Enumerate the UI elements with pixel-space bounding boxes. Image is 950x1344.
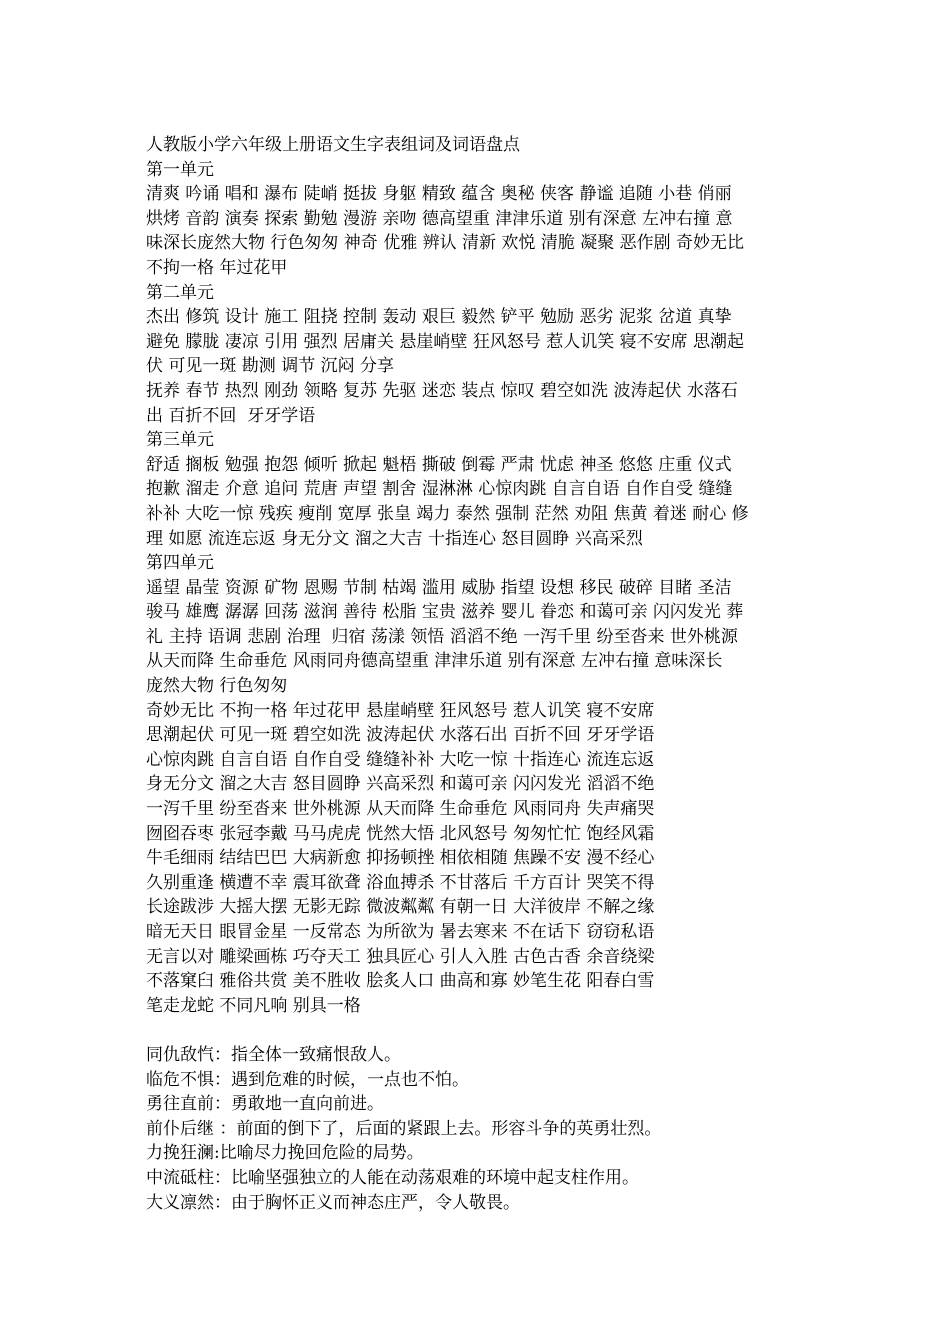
- word-line: 伏 可见一斑 勘测 调节 沉闷 分享: [146, 356, 395, 377]
- unit-1: [146, 158, 816, 281]
- definition-line: 临危不惧：遇到危难的时候，一点也不怕。: [146, 1069, 469, 1090]
- document-title: 人教版小学六年级上册语文生字表组词及词语盘点: [146, 135, 520, 155]
- word-line: 避免 朦胧 凄凉 引用 强烈 居庸关 悬崖峭壁 狂风怒号 惹人讥笑 寝不安席 思潮起: [146, 331, 745, 352]
- word-line: 抱歉 溜走 介意 追问 荒唐 声望 割舍 湿淋淋 心惊肉跳 自言自语 自作自受 缝缝: [146, 479, 733, 500]
- word-line: 遥望 晶莹 资源 矿物 恩赐 节制 枯竭 滥用 威胁 指望 设想 移民 破碎 目睹 圣洁: [146, 577, 732, 598]
- word-line: 杰出 修筑 设计 施工 阻挠 控制 轰动 艰巨 毅然 铲平 勉励 恶劣 泥浆 岔道 真挚: [146, 307, 732, 328]
- idiom-line: 不落窠臼 雅俗共赏 美不胜收 脍炙人口 曲高和寡 妙笔生花 阳春白雪: [146, 971, 655, 992]
- idiom-line: 一泻千里 纷至沓来 世外桃源 从天而降 生命垂危 风雨同舟 失声痛哭: [146, 799, 655, 820]
- idiom-line: 长途跋涉 大摇大摆 无影无踪 微波粼粼 有朝一日 大洋彼岸 不解之缘: [146, 897, 655, 918]
- word-line: 理 如愿 流连忘返 身无分文 溜之大吉 十指连心 怒目圆睁 兴高采烈: [146, 528, 643, 549]
- idiom-line: 身无分文 溜之大吉 怒目圆睁 兴高采烈 和蔼可亲 闪闪发光 滔滔不绝: [146, 774, 655, 795]
- definition-list: [146, 1043, 816, 1215]
- idiom-line: 奇妙无比 不拘一格 年过花甲 悬崖峭壁 狂风怒号 惹人讥笑 寝不安席: [146, 700, 655, 721]
- definition-line: 力挽狂澜:比喻尽力挽回危险的局势。: [146, 1143, 424, 1164]
- idiom-line: 牛毛细雨 结结巴巴 大病新愈 抑扬顿挫 相依相随 焦躁不安 漫不经心: [146, 848, 655, 869]
- word-line: 不拘一格 年过花甲: [146, 257, 288, 278]
- word-line: 从天而降 生命垂危 风雨同舟德高望重 津津乐道 别有深意 左冲右撞 意味深长: [146, 651, 723, 672]
- unit-heading: 第一单元: [146, 159, 214, 180]
- word-line: 庞然大物 行色匆匆: [146, 676, 288, 697]
- idiom-line: 心惊肉跳 自言自语 自作自受 缝缝补补 大吃一惊 十指连心 流连忘返: [146, 749, 655, 770]
- idiom-line: 久别重逢 横遭不幸 震耳欲聋 浴血搏杀 不甘落后 千方百计 哭笑不得: [146, 872, 655, 893]
- definition-line: 前仆后继 ：前面的倒下了，后面的紧跟上去。形容斗争的英勇壮烈。: [146, 1118, 662, 1139]
- word-line: 骏马 雄鹰 潺潺 回荡 滋润 善待 松脂 宝贵 滋养 婴儿 眷恋 和蔼可亲 闪闪发光 葬: [146, 602, 744, 623]
- blank-line: [146, 1018, 816, 1043]
- unit-2: [146, 281, 816, 429]
- word-line: 味深长庞然大物 行色匆匆 神奇 优雅 辨认 清新 欢悦 清脆 凝聚 恶作剧 奇妙无比: [146, 233, 745, 254]
- word-line: 出 百折不回 牙牙学语: [146, 405, 316, 426]
- idiom-line: 笔走龙蛇 不同凡响 别具一格: [146, 995, 361, 1016]
- unit-heading: 第四单元: [146, 553, 214, 574]
- word-line: 舒适 搁板 勉强 抱怨 倾听 掀起 魁梧 撕破 倒霉 严肃 忧虑 神圣 悠悠 庄重 仪式: [146, 454, 732, 475]
- unit-4: [146, 551, 816, 699]
- word-line: 清爽 吟诵 唱和 瀑布 陡峭 挺拔 身躯 精致 蕴含 奥秘 侠客 静谧 追随 小巷 俏丽: [146, 184, 732, 205]
- definition-line: 中流砥柱：比喻坚强独立的人能在动荡艰难的环境中起支柱作用。: [146, 1167, 639, 1188]
- word-line: 礼 主持 语调 悲剧 治理 归宿 荡漾 领悟 滔滔不绝 一泻千里 纷至沓来 世外桃源: [146, 626, 738, 647]
- definition-line: 大义凛然：由于胸怀正义而神态庄严，令人敬畏。: [146, 1192, 520, 1213]
- definition-line: 勇往直前：勇敢地一直向前进。: [146, 1094, 384, 1115]
- definition-line: 同仇敌忾：指全体一致痛恨敌人。: [146, 1044, 401, 1065]
- word-line: 补补 大吃一惊 残疾 瘦削 宽厚 张皇 竭力 泰然 强制 茫然 劝阻 焦黄 着迷 耐心 修: [146, 503, 749, 524]
- word-line: 烘烤 音韵 演奏 探索 勤勉 漫游 亲吻 德高望重 津津乐道 别有深意 左冲右撞 意: [146, 208, 733, 229]
- unit-heading: 第三单元: [146, 430, 214, 451]
- idiom-line: 思潮起伏 可见一斑 碧空如洗 波涛起伏 水落石出 百折不回 牙牙学语: [146, 725, 655, 746]
- document-page: [146, 133, 816, 1215]
- unit-3: [146, 428, 816, 551]
- word-line: 抚养 春节 热烈 刚劲 领略 复苏 先驱 迷恋 装点 惊叹 碧空如洗 波涛起伏 水落石: [146, 380, 738, 401]
- idiom-line: 囫囵吞枣 张冠李戴 马马虎虎 恍然大悟 北风怒号 匆匆忙忙 饱经风霜: [146, 823, 655, 844]
- idiom-list: [146, 699, 816, 1019]
- idiom-line: 暗无天日 眼冒金星 一反常态 为所欲为 暑去寒来 不在话下 窃窃私语: [146, 922, 655, 942]
- unit-heading: 第二单元: [146, 282, 214, 303]
- idiom-line: 无言以对 雕梁画栋 巧夺天工 独具匠心 引人入胜 古色古香 余音绕梁: [146, 946, 655, 967]
